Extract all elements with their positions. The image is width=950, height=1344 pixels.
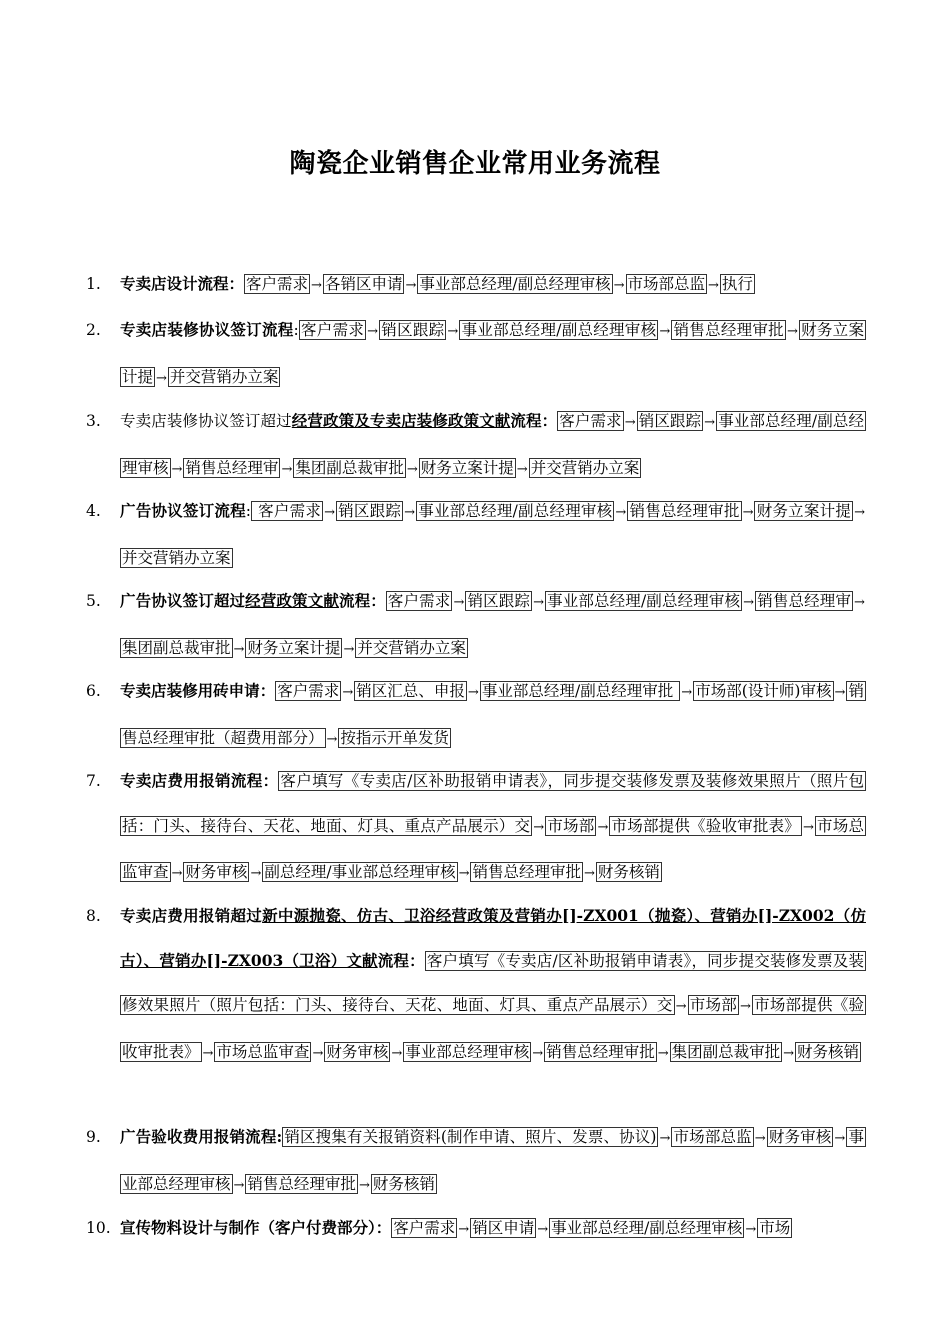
flow-step-box: 客户需求	[387, 592, 451, 610]
flow-arrow: →	[516, 461, 528, 477]
flow-step-box: 财务核销	[597, 863, 660, 882]
flow-step-box: 客户需求	[246, 275, 309, 293]
flow-step-box: 并交营销办立案	[530, 458, 640, 477]
flow-step-box: 事业部总经理/副总经理审核	[122, 412, 864, 477]
process-text	[120, 894, 866, 1076]
flow-step-box: 财务核销	[372, 1174, 435, 1193]
flow-arrow: →	[739, 999, 751, 1015]
flow-step-box: 事业部总经理/副总经理审批	[481, 682, 679, 700]
item-number: 2.	[86, 321, 101, 339]
process-label: 广告协议签订流程	[120, 501, 246, 520]
flow-step-box: 销区跟踪	[337, 502, 402, 520]
flow-arrow: →	[532, 1045, 544, 1061]
process-label: 专卖店设计流程：	[120, 274, 245, 293]
flow-arrow: →	[405, 278, 417, 293]
flow-arrow: →	[657, 1045, 669, 1061]
process-text	[120, 489, 866, 580]
item-number: 8.	[86, 907, 101, 925]
flow-step-box: 销区申请	[472, 1219, 535, 1237]
flow-arrow: →	[533, 595, 544, 610]
flow-arrow: →	[311, 278, 322, 293]
process-label: 流程：	[377, 950, 425, 970]
flow-arrow: →	[584, 866, 595, 882]
process-item-6	[86, 669, 866, 762]
flow-arrow: →	[659, 1131, 671, 1146]
flow-step-box: 市场总监审查	[122, 816, 864, 882]
flow-step-box: 市场部提供《验收审批表》	[122, 996, 864, 1061]
flow-arrow: →	[458, 866, 470, 882]
flow-arrow: →	[783, 1045, 795, 1061]
flow-step-box: 财务审核	[326, 1042, 389, 1061]
flow-step-box: 销区跟踪	[381, 321, 445, 339]
flow-step-box: 销区跟踪	[638, 412, 702, 430]
flow-arrow: →	[854, 595, 865, 610]
flow-arrow: →	[406, 461, 418, 477]
flow-step-box: 事业部总经理/副总经理审核	[418, 502, 613, 520]
process-item-5	[86, 579, 866, 672]
flow-step-box: 客户需求	[300, 321, 365, 339]
flow-arrow: →	[802, 819, 814, 835]
policy-reference: 新中源抛瓷、仿古、卫浴经营政策及营销办[]-ZX001（抛瓷）、营销办[]-ZX002（仿古）、营销办[]-ZX003（卫浴）文献	[120, 906, 866, 970]
flow-arrow: →	[704, 415, 716, 430]
flow-step-box: 销售总经理审批	[472, 863, 581, 882]
item-number: 4.	[86, 502, 101, 520]
flow-step-box: 财务审核	[768, 1128, 832, 1146]
process-item-4	[86, 489, 866, 580]
process-item-10	[86, 1206, 866, 1253]
flow-step-box: 事业部总经理审核	[122, 1128, 864, 1193]
flow-arrow: →	[358, 1177, 370, 1193]
flow-step-box: 事业部总经理/副总经理审核	[419, 275, 611, 293]
flow-arrow: →	[854, 505, 865, 520]
flow-step-box: 并交营销办立案	[357, 638, 466, 657]
process-label: 专卖店装修协议签订流程	[120, 320, 294, 339]
flow-step-box: 副总经理/事业部总经理审核	[264, 863, 456, 882]
flow-arrow: →	[447, 324, 459, 339]
flow-arrow: →	[537, 1222, 549, 1237]
flow-step-box: 客户需求	[559, 412, 622, 430]
item-number: 5.	[86, 592, 101, 610]
flow-arrow: →	[312, 1045, 324, 1061]
flow-step-box: 财务立案计提	[420, 458, 514, 477]
flow-step-box: 客户需求	[253, 502, 322, 520]
process-text	[120, 759, 866, 897]
flow-step-box: 财务立案计提	[122, 321, 864, 386]
flow-step-box: 各销区申请	[324, 275, 403, 293]
flow-arrow: →	[233, 1177, 245, 1193]
flow-step-box: 客户需求	[393, 1219, 456, 1237]
page-title: 陶瓷企业销售企业常用业务流程	[289, 149, 661, 179]
item-number: 3.	[86, 412, 101, 430]
process-text	[120, 669, 866, 762]
item-number: 7.	[86, 772, 101, 790]
flow-step-box: 销售总经理审批	[546, 1042, 655, 1061]
flow-arrow: →	[615, 505, 627, 520]
flow-step-box: 销售总经理审批	[247, 1174, 356, 1193]
flow-arrow: →	[326, 731, 338, 747]
flow-step-box: 客户填写《专卖店/区补助报销申请表》，同步提交装修发票及装修效果照片（照片包括：门头、接待台、天花、地面、灯具、重点产品展示）交	[122, 951, 864, 1015]
process-label: 流程：	[338, 591, 386, 610]
policy-reference: 经营政策文献	[245, 591, 339, 610]
flow-step-box: 销区跟踪	[467, 592, 531, 610]
flow-step-box: 客户填写《专卖店/区补助报销申请表》，同步提交装修发票及装修效果照片（照片包括：门头、接待台、天花、地面、灯具、重点产品展示）交	[122, 772, 864, 835]
flow-step-box: 事业部总经理/副总经理审核	[461, 321, 657, 339]
process-item-8	[86, 894, 866, 1076]
flow-arrow: →	[533, 819, 545, 835]
flow-step-box: 市场部(设计师)审核	[695, 682, 832, 700]
process-text	[120, 1206, 866, 1253]
process-label: 流程：	[510, 411, 558, 430]
process-item-3	[86, 399, 866, 492]
flow-arrow: →	[233, 641, 245, 657]
flow-step-box: 集团副总裁审批	[671, 1042, 781, 1061]
item-number: 1.	[86, 275, 101, 293]
flow-step-box: 市场总监审查	[216, 1042, 310, 1061]
process-text	[120, 1115, 866, 1208]
flow-step-box: 集团副总裁审批	[122, 638, 231, 657]
flow-arrow: →	[613, 278, 625, 293]
flow-arrow: →	[324, 505, 335, 520]
flow-arrow: →	[745, 1222, 757, 1237]
process-label: 宣传物料设计与制作（客户付费部分）：	[120, 1218, 392, 1237]
flow-step-box: 事业部总经理/副总经理审核	[551, 1219, 743, 1237]
flow-arrow: →	[453, 595, 465, 610]
process-item-9	[86, 1115, 866, 1208]
flow-step-box: 市场部	[547, 816, 595, 835]
flow-arrow: →	[754, 1131, 766, 1146]
process-item-2	[86, 308, 866, 401]
process-text	[120, 579, 866, 672]
label-text: :	[245, 502, 252, 520]
flow-arrow: →	[743, 595, 755, 610]
process-text	[120, 262, 866, 309]
item-number: 6.	[86, 682, 101, 700]
flow-arrow: →	[343, 641, 355, 657]
flow-step-box: 客户需求	[277, 682, 340, 700]
item-number: 10.	[86, 1219, 111, 1237]
flow-step-box: 财务核销	[797, 1042, 860, 1061]
flow-arrow: →	[624, 415, 636, 430]
policy-reference: 经营政策及专卖店装修政策文献	[291, 411, 511, 430]
flow-arrow: →	[597, 819, 609, 835]
flow-step-box: 财务立案计提	[247, 638, 341, 657]
flow-step-box: 销售总经理审批（超费用部分）	[122, 682, 864, 747]
flow-step-box: 销售总经理审批	[629, 502, 740, 520]
flow-arrow: →	[786, 324, 798, 339]
flow-arrow: →	[659, 324, 671, 339]
flow-step-box: 市场部提供《验收审批表》	[611, 816, 800, 835]
flow-step-box: 并交营销办立案	[169, 367, 279, 386]
flow-arrow: →	[458, 1222, 470, 1237]
label-text: 专卖店装修协议签订超过	[120, 412, 292, 430]
process-item-7	[86, 759, 866, 897]
flow-arrow: →	[708, 278, 719, 293]
flow-arrow: →	[681, 685, 693, 700]
flow-step-box: 销售总经理审	[185, 458, 279, 477]
process-item-1	[86, 262, 866, 309]
flow-arrow: →	[342, 685, 354, 700]
flow-arrow: →	[156, 370, 167, 386]
flow-step-box: 市场部总监	[627, 275, 706, 293]
process-label: 专卖店费用报销流程：	[120, 771, 279, 790]
process-text	[120, 308, 866, 401]
flow-step-box: 财务审核	[185, 863, 248, 882]
flow-step-box: 销售总经理审批	[673, 321, 784, 339]
flow-arrow: →	[391, 1045, 403, 1061]
flow-arrow: →	[250, 866, 262, 882]
flow-arrow: →	[367, 324, 379, 339]
flow-step-box: 市场部	[689, 996, 737, 1015]
flow-arrow: →	[742, 505, 754, 520]
flow-arrow: →	[467, 685, 479, 700]
flow-arrow: →	[281, 461, 293, 477]
item-number: 9.	[86, 1128, 101, 1146]
flow-step-box: 销区汇总、申报	[356, 682, 465, 700]
process-text	[120, 399, 866, 492]
flow-arrow: →	[834, 1131, 846, 1146]
process-label: 专卖店费用报销超过	[120, 906, 263, 925]
flow-arrow: →	[171, 461, 183, 477]
flow-step-box: 销区搜集有关报销资料(制作申请、照片、发票、协议)	[284, 1128, 657, 1146]
flow-step-box: 市场部总监	[673, 1128, 752, 1146]
flow-step-box: 事业部总经理审核	[405, 1042, 530, 1061]
flow-arrow: →	[171, 866, 183, 882]
flow-step-box: 销售总经理审	[757, 592, 852, 610]
process-label: 专卖店装修用砖申请：	[120, 681, 276, 700]
flow-step-box: 财务立案计提	[756, 502, 852, 520]
flow-step-box: 事业部总经理/副总经理审核	[546, 592, 741, 610]
flow-arrow: →	[404, 505, 416, 520]
process-label: 广告协议签订超过	[120, 591, 246, 610]
flow-step-box: 按指示开单发货	[340, 728, 449, 747]
flow-arrow: →	[202, 1045, 214, 1061]
flow-arrow: →	[675, 999, 687, 1015]
flow-arrow: →	[834, 685, 846, 700]
flow-step-box: 并交营销办立案	[122, 548, 231, 567]
process-label: 广告验收费用报销流程:	[120, 1127, 283, 1146]
flow-step-box: 集团副总裁审批	[295, 458, 404, 477]
flow-step-box: 执行	[721, 275, 753, 293]
flow-step-box: 市场	[759, 1219, 791, 1237]
label-text: :	[293, 321, 299, 339]
